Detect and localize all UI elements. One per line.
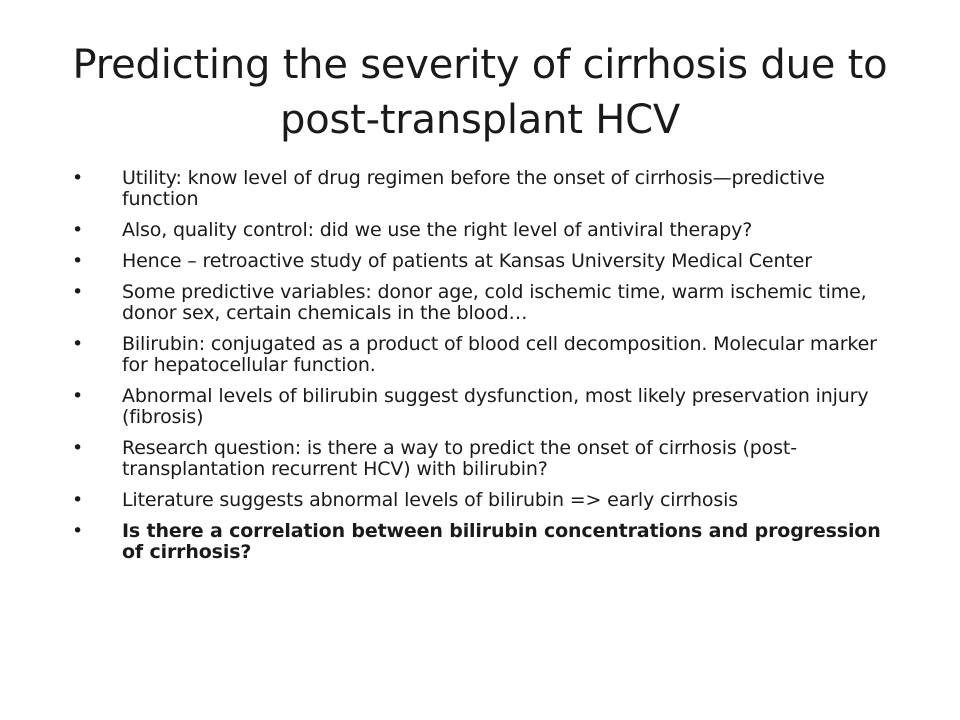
bullet-text: Literature suggests abnormal levels of bilirubin => early cirrhosis (122, 489, 739, 511)
bullet-icon: • (72, 333, 84, 355)
bullet-text: Abnormal levels of bilirubin suggest dysfunction, most likely preservation injury (fibrosis) (122, 385, 869, 428)
bullet-text: Utility: know level of drug regimen before the onset of cirrhosis—predictive function (122, 167, 825, 210)
slide-title: Predicting the severity of cirrhosis due to post-transplant HCV (72, 42, 888, 143)
bullet-item (72, 386, 902, 428)
bullet-text: Research question: is there a way to predict the onset of cirrhosis (post-transplantation recurrent HCV) with bilirubin? (122, 437, 797, 480)
bullet-item (72, 168, 902, 210)
bullet-icon: • (72, 437, 84, 459)
bullet-icon: • (72, 489, 84, 511)
bullet-item (72, 334, 902, 376)
bullet-item (72, 490, 902, 511)
bullet-icon: • (72, 520, 84, 542)
bullet-text: Also, quality control: did we use the right level of antiviral therapy? (122, 219, 753, 241)
bullet-text: Bilirubin: conjugated as a product of blood cell decomposition. Molecular marker for hepatocellular function. (122, 333, 877, 376)
bullet-item-research-question (72, 521, 902, 563)
bullet-item (72, 251, 902, 272)
bullet-icon: • (72, 219, 84, 241)
bullet-item (72, 282, 902, 324)
bullet-list (72, 168, 902, 573)
bullet-text: Is there a correlation between bilirubin concentrations and progression of cirrhosis? (122, 520, 881, 563)
bullet-item (72, 220, 902, 241)
bullet-icon: • (72, 385, 84, 407)
bullet-icon: • (72, 281, 84, 303)
bullet-icon: • (72, 167, 84, 189)
bullet-item (72, 438, 902, 480)
bullet-text: Some predictive variables: donor age, cold ischemic time, warm ischemic time, donor sex, certain chemicals in the blood… (122, 281, 867, 324)
bullet-text: Hence – retroactive study of patients at Kansas University Medical Center (122, 250, 812, 272)
bullet-icon: • (72, 250, 84, 272)
